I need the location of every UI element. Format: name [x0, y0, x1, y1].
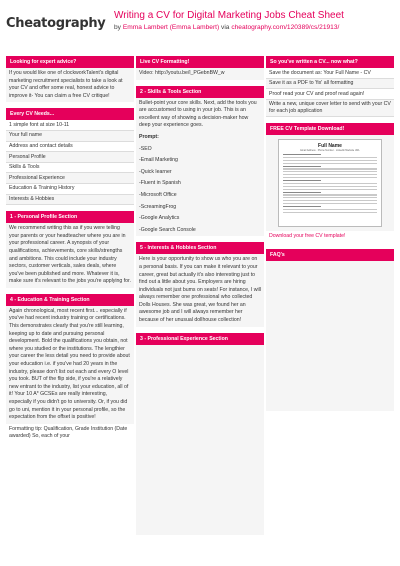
faq-box: [266, 249, 394, 411]
box-text: Here is your opportunity to show us who you are on a personal basis. If you can make it relevant to your career, great but actually it's also interesting just to find out a little about you. Employers are hiring individuals not just bums on seats! For instance, I will always remember one professional who collected Dolls Houses. She was great, we found her an awesome job and I will always remember her because of her unusual dollhouse collection!: [139, 256, 261, 324]
cv-template-box: [266, 123, 394, 243]
video-link[interactable]: Video: http://youtu.be/l_PGebnBW_w: [139, 70, 225, 76]
list-item: -Email Marketing: [139, 157, 178, 164]
personal-profile-box: [6, 211, 134, 288]
box-text: Again chronological, most recent first... especially if you've had recent industry training or certifications. This demonstrates clearly that you're still learning, keeping up to date and pursuing personal development. Bold the qualifications you obtain, not where you studied or the institutions. The lengthier your career the less detail you need to provide about your education i.e. if you've had 20 years in the industry, please don't list out each and every O level you took. BUT of the flip side, if you're a relatively new entrant to the industry, list your education, all of it! Your 10 A* GCSEs are really interesting, especially if you didn't go to university. Or, if you did go to uni, mention it in your personal profile, so the expectation from the offset is positive!: [9, 307, 130, 421]
byline: [114, 24, 339, 31]
list-item: -Quick learner: [139, 168, 172, 175]
sheet-url-link[interactable]: cheatography.com/120389/cs/21913/: [231, 24, 340, 31]
empty-body: [136, 345, 264, 535]
box-text: If you would like one of clockworkTalent's digital marketing recruitment specialists to take a look at your CV and offer some real, honest advice to improve it- You can claim a free CV critique!: [9, 70, 123, 99]
download-template-link[interactable]: Download your free CV template!: [266, 231, 394, 243]
list-item: -SEO: [139, 145, 152, 152]
via-label: via: [221, 24, 230, 31]
expert-advice-box: [6, 56, 134, 102]
box-text: Bullet-point your core skills. Next, add the tools you are accustomed to using in your job. This is an excellent way of showing a decision-maker how deep your experience goes.: [139, 99, 257, 129]
box-heading: 5 - Interests & Hobbies Section: [136, 242, 264, 254]
cv-template-preview-image[interactable]: [278, 139, 382, 227]
list-item: Write a new, unique cover letter to send with your CV for each job application: [266, 100, 394, 117]
by-label: by: [114, 24, 121, 31]
experience-box: [136, 333, 264, 535]
live-formatting-box: [136, 56, 264, 80]
list-item: Personal Profile: [6, 152, 134, 163]
page-title: Writing a CV for Digital Marketing Jobs Cheat Sheet: [114, 10, 344, 21]
cv-contact: Email Address · Phone Number · LinkedIn/Website URL: [300, 148, 360, 152]
education-box: [6, 294, 134, 443]
empty-body: [266, 261, 394, 411]
list-item: -Fluent in Spanish: [139, 180, 181, 187]
list-item: -Microsoft Office: [139, 191, 177, 198]
list-item: Address and contact details: [6, 142, 134, 153]
cheatography-logo[interactable]: Cheatography: [6, 16, 106, 31]
box-heading: Live CV Formatting!: [136, 56, 264, 68]
list-item: Proof read your CV and proof read again!: [266, 89, 394, 100]
page-header: [0, 0, 400, 52]
box-heading: FAQ's: [266, 249, 394, 261]
list-item: Save it as a PDF to 'fix' all formatting: [266, 79, 394, 90]
box-heading: So you've written a CV... now what?: [266, 56, 394, 68]
list-item: Save the document as: Your Full Name - CV: [266, 68, 394, 79]
author-link[interactable]: Emma Lambert (Emma Lambert): [122, 24, 220, 31]
formatting-tip: Formatting tip: Qualification, Grade Institution (Date awarded) So, each of your: [6, 424, 134, 443]
list-item: -Google Analytics: [139, 215, 180, 222]
box-heading: FREE CV Template Download!: [266, 123, 394, 135]
cv-name: Full Name: [318, 142, 342, 149]
list-item: -ScreamingFrog: [139, 203, 177, 210]
box-heading: 1 - Personal Profile Section: [6, 211, 134, 223]
box-heading: Every CV Needs...: [6, 108, 134, 120]
list-item: Interests & Hobbies: [6, 195, 134, 206]
box-heading: 2 - Skills & Tools Section: [136, 86, 264, 98]
column-1: [6, 56, 134, 449]
prompt-label: Prompt:: [139, 133, 159, 140]
box-heading: 4 - Education & Training Section: [6, 294, 134, 306]
box-heading: 3 - Professional Experience Section: [136, 333, 264, 345]
interests-box: [136, 242, 264, 326]
list-item: -Google Search Console: [139, 226, 196, 233]
list-item: Your full name: [6, 131, 134, 142]
column-2: [136, 56, 264, 541]
list-item: Professional Experience: [6, 173, 134, 184]
list-item: Skills & Tools: [6, 163, 134, 174]
column-3: [266, 56, 394, 417]
list-item: 1 simple font at size 10-11: [6, 120, 134, 131]
box-heading: Looking for expert advice?: [6, 56, 134, 68]
box-text: We recommend writing this as if you were telling your parents or your headteacher where you are in your professional career. A synopsis of your qualifications, achievements, core skills/strengths and ambitions. This could include your industry sectors, customer verticals, sales deals, where you've been published and more. Whatever it is, make sure it's relevant to the jobs you're applying for.: [9, 225, 131, 285]
next-steps-box: [266, 56, 394, 117]
skills-tools-box: [136, 86, 264, 237]
list-item: Education & Training History: [6, 184, 134, 195]
cv-needs-box: [6, 108, 134, 205]
